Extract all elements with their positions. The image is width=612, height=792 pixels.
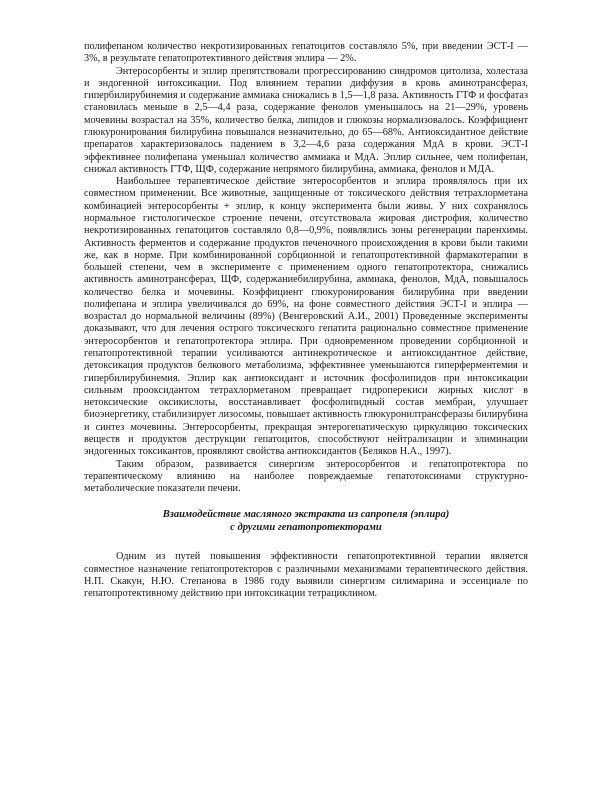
section-heading	[84, 509, 528, 534]
paragraph-4: Таким образом, развивается синергизм энтеросорбентов и гепатопротектора по терапевтическому влиянию на наиболее повреждаемые гепатотоксинами структурно-метаболические показатели печени.	[84, 458, 528, 495]
spacer	[84, 495, 528, 509]
paragraph-5: Одним из путей повышения эффективности гепатопротективной терапии является совместное назначение гепатопротекторов с различными механизмами терапевтического действия. Н.П. Скакун, Н.Ю. Степанова в 1986 году выявили синергизм силимарина и эссенциале по гепатопротективному действию при интоксикации тетрациклином.	[84, 551, 528, 600]
paragraph-3: Наибольшее терапевтическое действие энтеросорбентов и эплира проявлялось при их совместном применении. Все животные, защищенные от токсического действия тетрахлорметана комбинацией энтеросорбенты + эплир, к концу эксперимента были живы. У них сохранялось нормальное гистологическое строение печени, отсутствовала жировая дистрофия, количество некротизированных гепатоцитов составляло 0,8—0,9%, появлялись зоны регенерации паренхимы. Активность ферментов и содержание продуктов печеночного происхождения в крови были такими же, как в норме. При комбинированной сорбционной и гепатопротективной фармакотерапии в большей степени, чем в эксперименте с применением одного гепатопротектора, снижались активность аминотрансфераз, ЩФ, содержаниебилирубина, аммиака, фенолов, МдА, повышалось количество белка и мочевины. Коэффициент глюкуронирования билирубина при введении полифепана и эплира увеличивался до 69%, на фоне совместного действия ЭСТ-I и эплира — возрастал до нормальной величины (89%) (Венгеровский А.И., 2001) Проведенные эксперименты доказывают, что для лечения острого токсического гепатита рационально совместное применение энтеросорбентов и гепатопротектора эплира. При одновременном проведении сорбционной и гепатопротективной терапии усиливаются антинекротическое и антиоксидантное действие, детоксикация продуктов белкового метаболизма, эффективнее уменьшаются гиперферментемия и гипербилирубинемия. Эплир как антиоксидант и источник фосфолипидов при интоксикации сильным прооксидантом тетрахлорметаном превращает гидроперекиси жирных кислот в нетоксические оксикислоты, восстанавливает фосфолипидный состав мембран, улучшает биоэнергетику, стабилизирует лизосомы, повышает активность глюкуронилтрансферазы билирубина и синтез мочевины. Энтеросорбенты, прекращая энтерогепатическую циркуляцию токсических веществ и продуктов деструкции гепатоцитов, способствуют нейтрализации и элиминации эндогенных токсикантов, проявляют свойства антиоксидантов (Беляков Н.А., 1997).	[84, 176, 528, 458]
paragraph-1: полифепаном количество некротизированных гепатоцитов составляло 5%, при введении ЭСТ-I — 3%, в результате гепатопротективного действия эплира — 2%.	[84, 41, 528, 65]
spacer	[84, 534, 528, 551]
section-heading-line-1: Взаимодействие масляного экстракта из сапропеля (эплира)	[162, 509, 450, 521]
paragraph-2: Энтеросорбенты и эплир препятствовали прогрессированию синдромов цитолиза, холестаза и эндогенной интоксикации. Под влиянием терапии диффузия в кровь аминотрансфераз, гипербилирубинемия и содержание аммиака снижались в 1,5—1,8 раза. Активность ГТФ и фосфатаз становилась меньше в 2,5—4,4 раза, содержание фенолов уменьшалось на 21—29%, уровень мочевины возрастал на 35%, количество белка, липидов и глюкозы нормализовалось. Коэффициент глюкуронирования билирубина повышался незначительно, до 65—68%. Антиоксидантное действие препаратов характеризовалось падением в 3,2—4,6 раза содержания МдА в крови. ЭСТ-I эффективнее полифепана уменьшал количество аммиака и МдА. Эплир сильнее, чем полифепан, снижал активность ГТФ, ЩФ, содержание непрямого билирубина, аммиака, фенолов и МДА.	[84, 65, 528, 175]
section-heading-line-2: с другими гепатопротекторами	[230, 521, 382, 533]
document-page	[84, 41, 528, 601]
